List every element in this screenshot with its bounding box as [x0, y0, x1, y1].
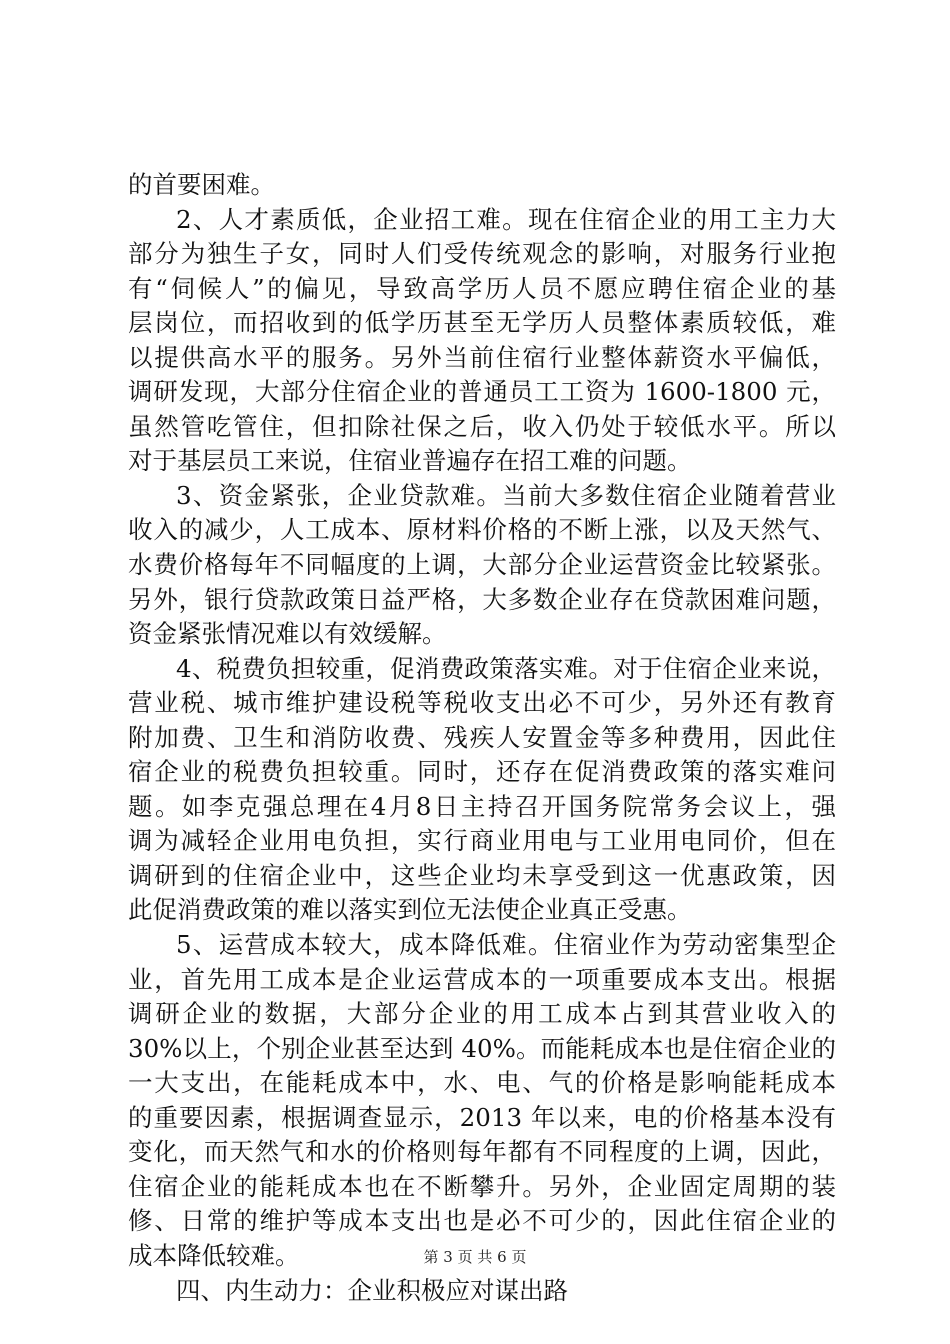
text-line: 的首要困难。 [128, 170, 275, 199]
text-line: 成本降低较难。 [128, 1240, 300, 1270]
text-line: 部分为独生子女，同时人们受传统观念的影响，对服务行业抱 [128, 239, 836, 269]
text-line: 调研企业的数据，大部分企业的用工成本占到其营业收入的 [128, 999, 836, 1029]
text-line: 的重要因素，根据调查显示，2013 年以来，电的价格基本没有 [128, 1102, 836, 1132]
text-line: 变化，而天然气和水的价格则每年都有不同程度的上调，因此， [128, 1137, 836, 1167]
text-line: 四、内生动力：企业积极应对谋出路 [176, 1275, 568, 1305]
text-line: 4、税费负担较重，促消费政策落实难。对于住宿企业来说， [176, 653, 836, 683]
text-line: 3、资金紧张，企业贷款难。当前大多数住宿企业随着营业 [176, 480, 836, 510]
text-line: 调研到的住宿企业中，这些企业均未享受到这一优惠政策，因 [128, 860, 836, 890]
text-line: 调研发现，大部分住宿企业的普通员工工资为 1600-1800 元， [128, 377, 836, 407]
text-line: 有“伺候人”的偏见，导致高学历人员不愿应聘住宿企业的基 [128, 273, 836, 303]
text-line: 收入的减少，人工成本、原材料价格的不断上涨，以及天然气、 [128, 515, 836, 545]
text-line: 住宿企业的能耗成本也在不断攀升。另外，企业固定周期的装 [128, 1171, 836, 1201]
document-body [128, 168, 836, 1308]
text-line: 调为减轻企业用电负担，实行商业用电与工业用电同价，但在 [128, 826, 836, 856]
text-line: 此促消费政策的难以落实到位无法使企业真正受惠。 [128, 895, 692, 925]
text-line: 附加费、卫生和消防收费、残疾人安置金等多种费用，因此住 [128, 722, 836, 752]
text-line: 营业税、城市维护建设税等税收支出必不可少，另外还有教育 [128, 688, 836, 718]
text-line: 业，首先用工成本是企业运营成本的一项重要成本支出。根据 [128, 964, 836, 994]
text-line: 另外，银行贷款政策日益严格，大多数企业存在贷款困难问题， [128, 584, 836, 614]
text-line: 宿企业的税费负担较重。同时，还存在促消费政策的落实难问 [128, 757, 836, 787]
text-line: 水费价格每年不同幅度的上调，大部分企业运营资金比较紧张。 [128, 550, 836, 580]
text-line: 对于基层员工来说，住宿业普遍存在招工难的问题。 [128, 446, 692, 476]
page-footer: 第 3 页 共 6 页 [423, 1248, 527, 1266]
text-line: 虽然管吃管住，但扣除社保之后，收入仍处于较低水平。所以 [128, 411, 836, 441]
text-line: 资金紧张情况难以有效缓解。 [128, 619, 447, 649]
text-line: 30%以上，个别企业甚至达到 40%。而能耗成本也是住宿企业的 [128, 1033, 836, 1063]
text-line: 5、运营成本较大，成本降低难。住宿业作为劳动密集型企 [176, 930, 836, 960]
text-line: 题。如李克强总理在4月8日主持召开国务院常务会议上，强 [128, 791, 836, 821]
text-line: 一大支出，在能耗成本中，水、电、气的价格是影响能耗成本 [128, 1068, 836, 1098]
text-line: 以提供高水平的服务。另外当前住宿行业整体薪资水平偏低， [128, 342, 836, 372]
text-line: 层岗位，而招收到的低学历甚至无学历人员整体素质较低，难 [128, 308, 836, 338]
text-line: 修、日常的维护等成本支出也是必不可少的，因此住宿企业的 [128, 1206, 836, 1236]
text-line: 2、人才素质低，企业招工难。现在住宿企业的用工主力大 [176, 204, 836, 234]
